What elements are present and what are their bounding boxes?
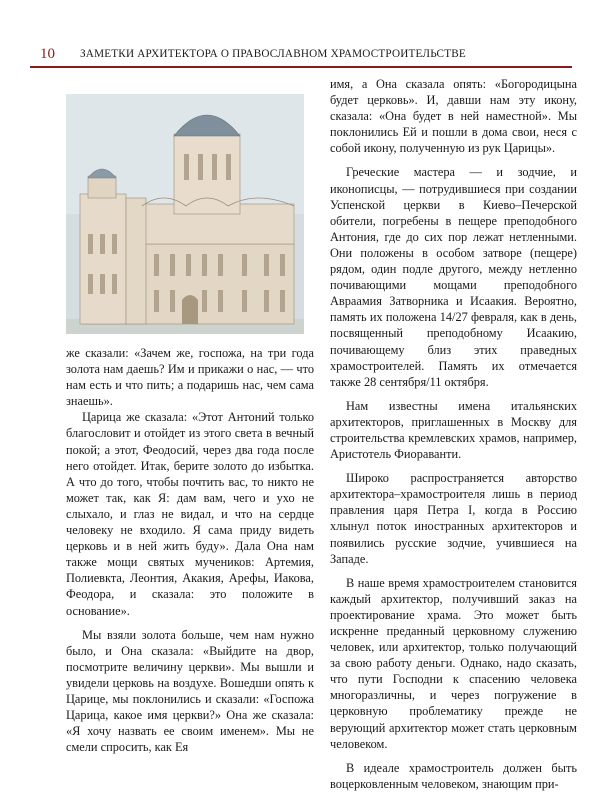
- right-paragraph-3: Нам известны имена итальянских архитекторов, приглашенных в Москву для строительства кремлевских храмов, например, Аристотель Фиораванти.: [330, 398, 577, 462]
- page-header: [30, 46, 572, 66]
- left-paragraph-3: Мы взяли золота больше, чем нам нужно было, и Она сказала: «Выйдите на двор, посмотрите величину церкви». Мы вышли и увидели церковь на воздухе. Вошедши опять к Царице, мы поклонились и сказали: «Госпожа Царица, какое имя церкви?» Она же сказала: «Я хочу назвать ее своим именем». Мы не смели спросить, как Ея: [66, 627, 314, 755]
- right-paragraph-4: Широко распространяется авторство архитектора–храмостроителя лишь в период правления царя Петра I, когда в Россию хлынул поток иностранных архитекторов и появились русские зодчие, учившиеся на Западе.: [330, 471, 577, 566]
- church-illustration-icon: [66, 94, 304, 334]
- page-number: 10: [40, 46, 55, 62]
- left-column: [66, 345, 314, 755]
- right-paragraph-6: В идеале храмостроитель должен быть воцерковленным человеком, знающим при-: [330, 760, 577, 791]
- right-paragraph-1: имя, а Она сказала опять: «Богородицына будет церковь». И, давши нам эту икону, сказала: «Она будет в ней наместной». Мы поклонились Ей и пошли в дома свои, неся с собой икону, полученную из рук Царицы».: [330, 77, 577, 156]
- right-paragraph-2: Греческие мастера — и зодчие, и иконописцы, — потрудившиеся при создании Успенской церкви в Киево–Печерской обители, погребены в пещере преподобного Антония, где до сих пор лежат нетленными. Они положены в особом затворе (пещере) рядом, один подле другого, между нетленно почивающими мощами преподобного Авраамия Затворника и Исаакия. Вероятно, память их положена 14/27 февраля, как в день, посвященный преподобному Исаакию, почивающему близ этих праведных храмостроителей. Память их отмечается также 28 сентября/11 октября.: [330, 165, 577, 389]
- left-paragraph-1: же сказали: «Зачем же, госпожа, на три года золота нам даешь? Им и прикажи о нас, — что нам есть и что пить; а подаришь нас, чем сама знаешь».: [66, 346, 314, 409]
- church-illustration: [66, 94, 304, 334]
- right-column: [330, 76, 577, 792]
- header-rule: [30, 66, 572, 68]
- left-paragraph-2: Царица же сказала: «Этот Антоний только благословит и отойдет из этого света в вечный покой; а этот, Феодосий, через два года после него отойдет. Итак, берите золото до избытка. А что до того, чтобы почтить вас, то никто не может так, как Я: дам вам, чего и ухо не слыхало, и глаз не видал, и что на сердце человеку не входило. Я сама приду видеть церковь и в ней жить буду». Дала Она нам также мощи святых мучеников: Артемия, Полиевкта, Леонтия, Акакия, Арефы, Иакова, Феодора, и сказала: это положите в основание».: [66, 410, 314, 618]
- right-paragraph-5: В наше время храмостроителем становится каждый архитектор, получивший заказ на проектирование храма. Это может быть искренне преданный церковному служению человек, или архитектор, только получающий за свою работу деньги. Однако, надо сказать, что пути Господни к спасению человека многоразличны, и через погружение в церковную проблематику прежде не верующий архитектор может стать церковным человеком.: [330, 575, 577, 751]
- running-title: ЗАМЕТКИ АРХИТЕКТОРА О ПРАВОСЛАВНОМ ХРАМОСТРОИТЕЛЬСТВЕ: [80, 48, 466, 60]
